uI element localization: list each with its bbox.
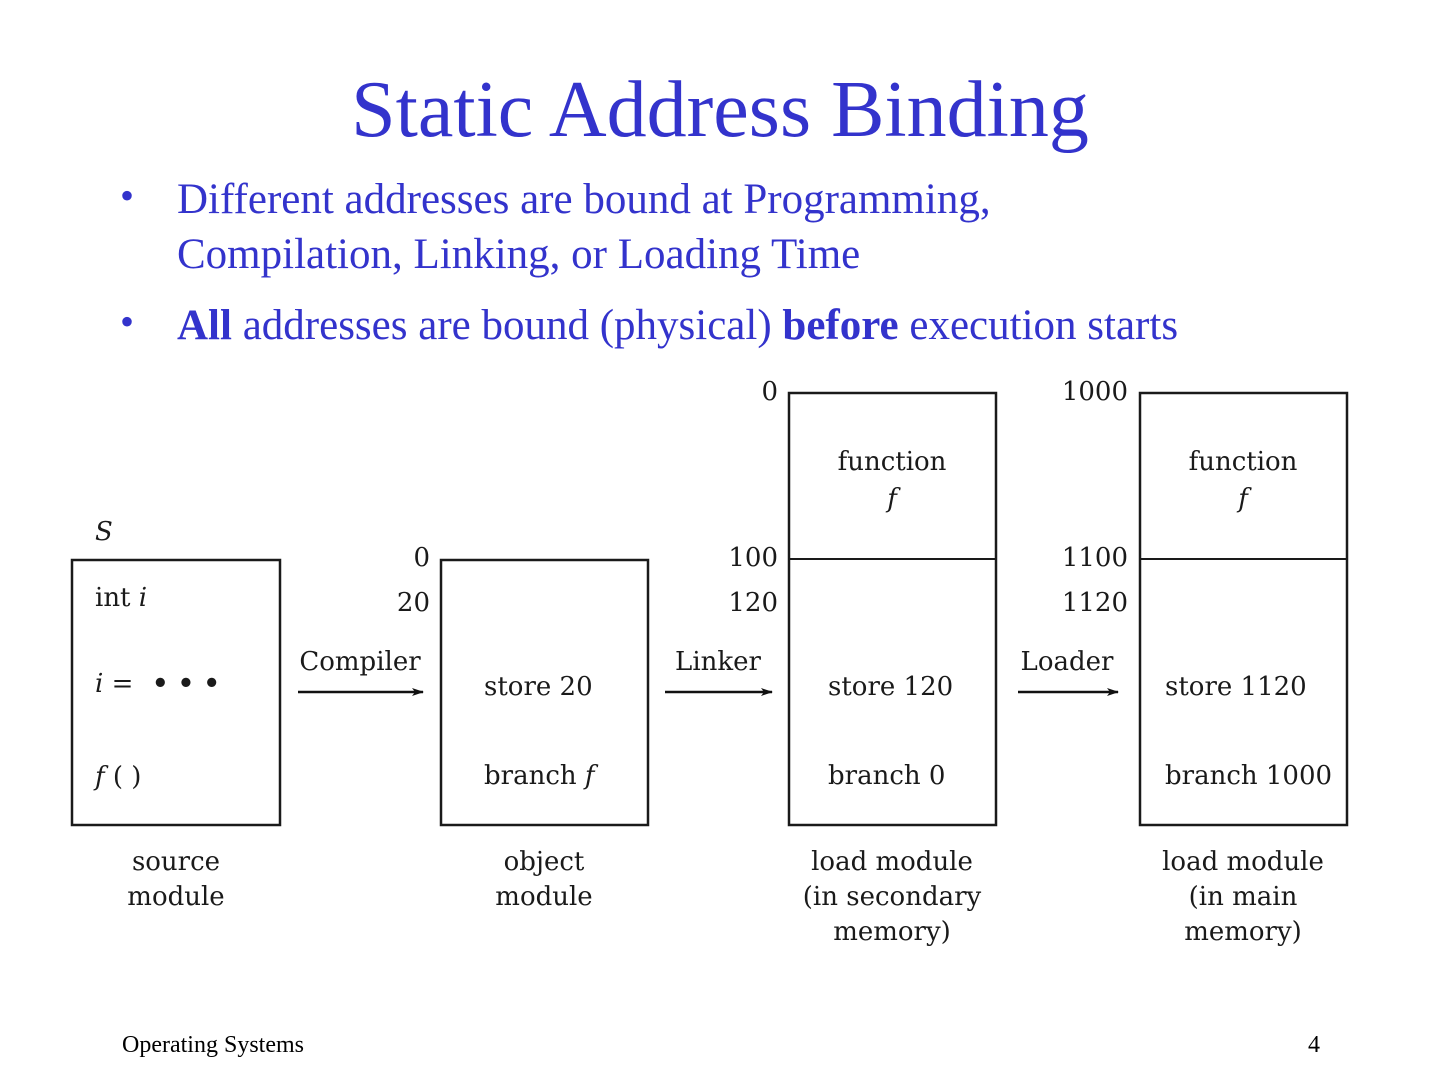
object-caption-line: module [495,882,593,912]
footer-page-number: 4 [1308,1032,1320,1058]
load-caption-line: (in main [1188,882,1298,912]
load-caption-line: load module [1162,847,1324,877]
loader-label: Loader [1020,647,1114,677]
load-line-branch: branch 0 [828,761,946,791]
linker-arrow [665,647,772,692]
source-line-assign: i = [95,669,134,699]
function-name: f [887,484,897,514]
source-caption-line: source [131,847,221,877]
source-line-call: f ( ) [95,762,142,792]
bullet-text: Different addresses are bound at Programming, [177,176,991,223]
ellipsis-dots: • • • [152,669,220,699]
bullet-marker: • [120,299,135,344]
footer-course-name: Operating Systems [122,1032,304,1058]
object-module [397,543,648,912]
bullet-marker: • [120,173,135,218]
object-address: 0 [413,543,430,573]
object-line-store: store 20 [484,672,593,702]
source-label: S [95,517,113,547]
source-module [72,517,280,912]
source-line-int: int i [95,583,148,613]
load-module-secondary [728,377,996,947]
bullet-text: Compilation, Linking, or Loading Time [177,231,861,278]
bullet-text: addresses are bound (physical) [231,302,783,349]
bullet-text: execution starts [898,302,1179,349]
address-label: 1120 [1061,588,1128,618]
object-address: 20 [396,588,430,618]
slide-title: Static Address Binding [351,66,1089,154]
load-caption-line: load module [811,847,973,877]
function-label: function [1188,447,1298,477]
compiler-label: Compiler [299,647,421,677]
compiler-arrow [298,647,423,692]
loader-arrow [1018,647,1118,692]
function-label: function [837,447,947,477]
address-label: 1100 [1061,543,1128,573]
address-label: 100 [728,543,778,573]
function-name: f [1238,484,1248,514]
address-label: 0 [761,377,778,407]
source-caption-line: module [127,882,225,912]
object-line-branch: branch f [484,761,595,791]
address-label: 1000 [1061,377,1128,407]
load-line-store: store 1120 [1165,672,1307,702]
linker-label: Linker [675,647,761,677]
load-line-branch: branch 1000 [1165,761,1333,791]
load-caption-line: memory) [1184,917,1302,947]
load-line-store: store 120 [828,672,954,702]
load-caption-line: (in secondary [802,882,982,912]
bullet-text-bold: All [177,302,232,349]
load-caption-line: memory) [833,917,951,947]
object-caption-line: object [503,847,585,877]
address-label: 120 [728,588,778,618]
bullet-text-bold: before [782,302,899,349]
